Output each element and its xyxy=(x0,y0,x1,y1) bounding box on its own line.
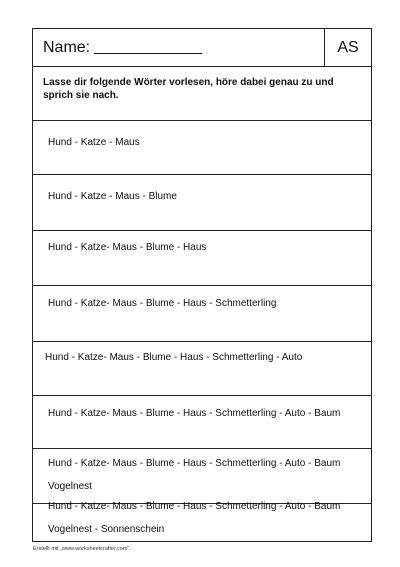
word-line: Hund - Katze- Maus - Blume - Haus - Schmetterling - Auto - Baum xyxy=(48,408,341,419)
header-row xyxy=(33,29,371,67)
word-row xyxy=(33,342,371,396)
word-row xyxy=(33,286,371,342)
word-line: Hund - Katze- Maus - Blume - Haus - Schmetterling - Auto - Baum xyxy=(48,458,341,469)
instruction-row xyxy=(33,67,371,121)
word-line: Vogelnest - Sonnenschein xyxy=(48,524,165,535)
word-row xyxy=(33,121,371,175)
word-line: Vogelnest xyxy=(48,481,92,492)
word-row xyxy=(33,231,371,286)
word-line: Hund - Katze- Maus - Blume - Haus - Schmetterling - Auto - Baum xyxy=(48,501,341,512)
word-row xyxy=(33,396,371,449)
name-blank-line xyxy=(94,52,202,54)
word-row xyxy=(33,175,371,231)
word-line: Hund - Katze - Maus xyxy=(48,137,140,148)
worksheet-table xyxy=(32,28,372,542)
word-line: Hund - Katze- Maus - Blume - Haus - Schmetterling xyxy=(48,298,277,309)
word-row xyxy=(33,501,371,543)
name-label: Name: xyxy=(43,39,91,56)
word-line: Hund - Katze- Maus - Blume - Haus xyxy=(48,242,207,253)
footer-credit: Erstellt mit „www.worksheetcrafter.com“. xyxy=(33,546,131,552)
name-cell xyxy=(33,29,325,66)
word-line: Hund - Katze - Maus - Blume xyxy=(48,191,177,202)
word-line: Hund - Katze- Maus - Blume - Haus - Schmetterling - Auto xyxy=(45,352,303,363)
worksheet-tag: AS xyxy=(337,39,359,56)
instruction-text: Lasse dir folgende Wörter vorlesen, höre dabei genau zu und sprich sie nach. xyxy=(43,77,334,101)
word-row xyxy=(33,449,371,504)
